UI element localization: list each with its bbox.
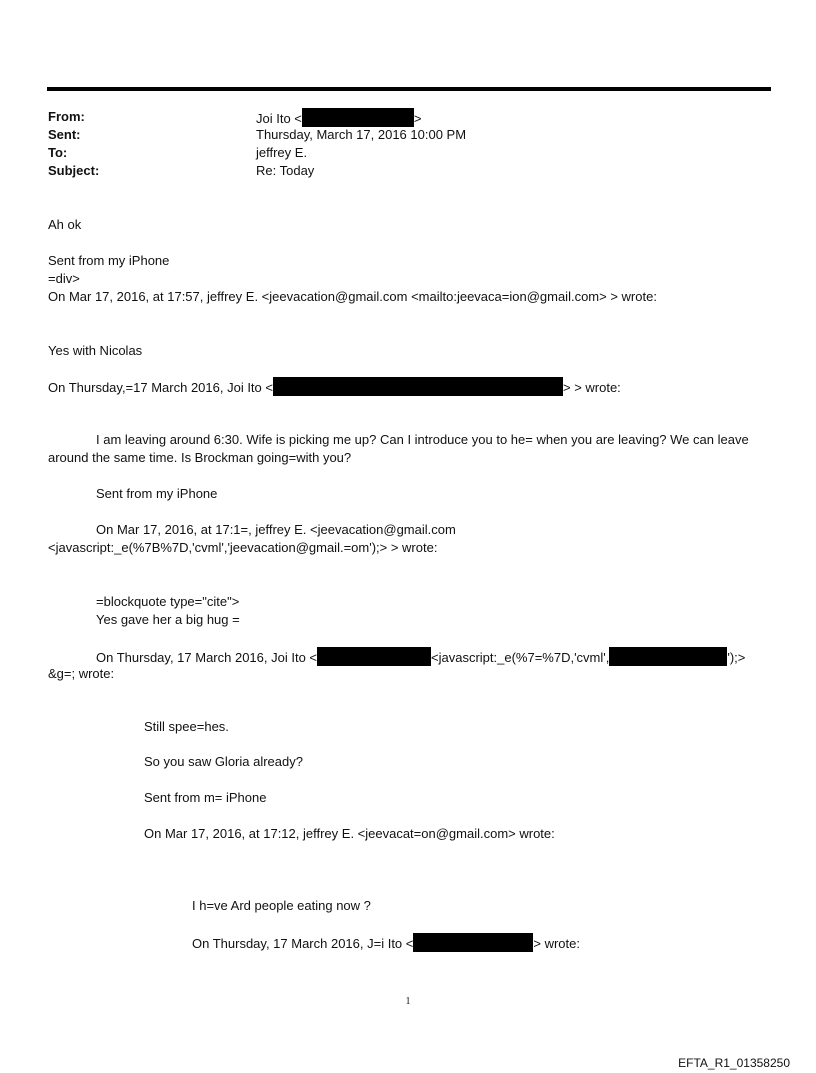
quote-intro-suffix: ');>	[727, 650, 746, 665]
document-id: EFTA_R1_01358250	[678, 1056, 790, 1070]
quote-intro-suffix: > > wrote:	[562, 380, 621, 395]
body-line: =blockquote type="cite">	[96, 594, 240, 609]
from-label: From:	[48, 109, 85, 124]
subject-value: Re: Today	[256, 163, 315, 178]
body-line: Sent from m= iPhone	[144, 790, 267, 805]
body-line: Sent from my iPhone	[48, 253, 170, 268]
body-line: On Mar 17, 2016, at 17:12, jeffrey E. <jeevacat=on@gmail.com> wrote:	[144, 826, 555, 841]
body-line: Still spee=hes.	[144, 719, 229, 734]
body-line	[96, 647, 745, 667]
body-line: Sent from my iPhone	[96, 486, 218, 501]
subject-label: Subject:	[48, 163, 100, 178]
redaction-box	[609, 647, 727, 666]
body-line: &g=; wrote:	[48, 666, 115, 681]
body-line: On Mar 17, 2016, at 17:1=, jeffrey E. <jeevacation@gmail.com	[96, 522, 456, 537]
body-line: I am leaving around 6:30. Wife is picking me up? Can I introduce you to he= when you are leaving? We can leave	[96, 432, 749, 447]
page-number: 1	[405, 996, 411, 1007]
body-line: I h=ve Ard people eating now ?	[192, 898, 371, 913]
body-line: Yes gave her a big hug =	[96, 612, 240, 627]
header-rule	[47, 87, 771, 91]
body-line	[48, 377, 621, 397]
body-line	[192, 933, 580, 953]
sent-value: Thursday, March 17, 2016 10:00 PM	[256, 127, 467, 142]
body-line: =div>	[48, 271, 80, 286]
quote-intro-prefix: On Thursday,=17 March 2016, Joi Ito <	[48, 380, 273, 395]
quote-intro-suffix: > wrote:	[533, 936, 580, 951]
redaction-box	[273, 377, 563, 396]
body-line: <javascript:_e(%7B%7D,'cvml','jeevacation@gmail.=om');> > wrote:	[48, 540, 438, 555]
body-line: Ah ok	[48, 217, 82, 232]
redaction-box	[317, 647, 431, 666]
to-label: To:	[48, 145, 68, 160]
sent-label: Sent:	[48, 127, 81, 142]
redaction-box	[302, 108, 414, 127]
body-line: So you saw Gloria already?	[144, 754, 303, 769]
quote-intro-prefix: On Thursday, 17 March 2016, Joi Ito <	[96, 650, 317, 665]
from-value	[256, 108, 421, 128]
quote-intro-prefix: On Thursday, 17 March 2016, J=i Ito <	[192, 936, 414, 951]
to-value: jeffrey E.	[256, 145, 308, 160]
body-line: On Mar 17, 2016, at 17:57, jeffrey E. <jeevacation@gmail.com <mailto:jeevaca=ion@gmail.com> > wrote:	[48, 289, 657, 304]
body-line: Yes with Nicolas	[48, 343, 143, 358]
from-value-suffix: >	[413, 111, 422, 126]
body-line: around the same time. Is Brockman going=with you?	[48, 450, 352, 465]
quote-intro-mid: <javascript:_e(%7=%7D,'cvml',	[431, 650, 610, 665]
redaction-box	[413, 933, 533, 952]
from-value-prefix: Joi Ito <	[256, 111, 302, 126]
